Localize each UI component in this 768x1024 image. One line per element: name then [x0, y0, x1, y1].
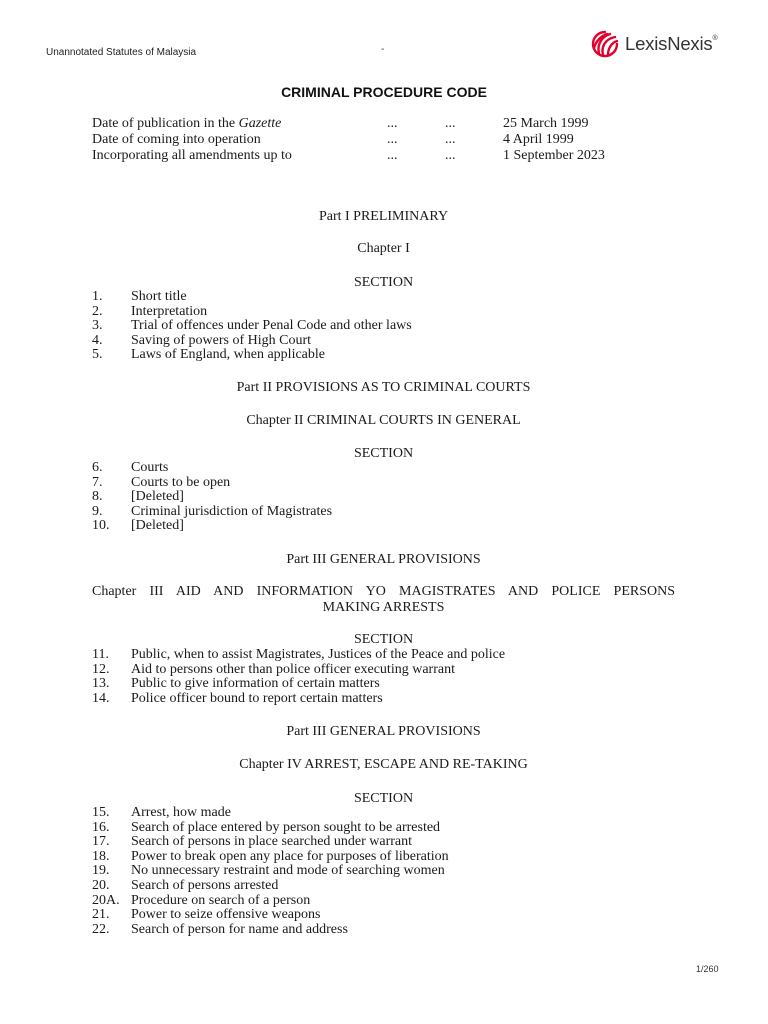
- meta-dots: ...: [387, 132, 398, 147]
- list-item: 13. Public to give information of certain matters: [92, 676, 380, 692]
- meta-dots: ...: [445, 132, 456, 147]
- meta-dots: ...: [445, 116, 456, 131]
- list-item: 20A. Procedure on search of a person: [92, 892, 311, 908]
- meta-label-italic: Gazette: [238, 116, 282, 131]
- lexisnexis-sphere-icon: [590, 29, 620, 59]
- meta-dots: ...: [387, 116, 398, 131]
- meta-label: Incorporating all amendments up to: [92, 148, 292, 163]
- part-heading: Part II PROVISIONS AS TO CRIMINAL COURTS: [236, 380, 531, 395]
- section-list: [92, 806, 449, 937]
- list-item: 20. Search of persons arrested: [92, 877, 279, 893]
- list-item: 6. Courts: [92, 460, 169, 475]
- brand-name: LexisNexis: [625, 33, 713, 54]
- list-item: 21. Power to seize offensive weapons: [92, 907, 321, 923]
- meta-dots: ...: [445, 148, 456, 163]
- meta-value: 4 April 1999: [503, 132, 574, 147]
- part-heading: Part III GENERAL PROVISIONS: [286, 724, 481, 739]
- list-item: 16. Search of place entered by person sought to be arrested: [92, 819, 441, 835]
- meta-dots: ...: [387, 148, 398, 163]
- list-item: 14. Police officer bound to report certain matters: [92, 690, 383, 706]
- list-item: 12. Aid to persons other than police officer executing warrant: [92, 661, 455, 677]
- list-item: 11. Public, when to assist Magistrates, Justices of the Peace and police: [92, 647, 506, 662]
- meta-row-publication: [92, 116, 652, 132]
- section-heading: SECTION: [353, 791, 414, 806]
- chapter-heading: Chapter IV ARREST, ESCAPE AND RE-TAKING: [239, 757, 528, 772]
- header-dash: -: [381, 44, 385, 55]
- section-list: [92, 648, 505, 706]
- list-item: 4. Saving of powers of High Court: [92, 332, 312, 348]
- list-item: 9. Criminal jurisdiction of Magistrates: [92, 503, 333, 519]
- list-item: 2. Interpretation: [92, 303, 208, 319]
- meta-row-operation: [92, 132, 652, 148]
- meta-row-amendments: [92, 148, 652, 164]
- list-item: 5. Laws of England, when applicable: [92, 347, 325, 363]
- chapter-heading: Chapter II CRIMINAL COURTS IN GENERAL: [246, 413, 521, 428]
- meta-label: Date of coming into operation: [92, 132, 261, 147]
- list-item: 19. No unnecessary restraint and mode of searching women: [92, 863, 445, 879]
- meta-label: Date of publication in the: [92, 116, 239, 131]
- list-item: 15. Arrest, how made: [92, 805, 231, 820]
- list-item: 18. Power to break open any place for purposes of liberation: [92, 848, 449, 864]
- chapter-heading: [92, 584, 675, 616]
- list-item: 1. Short title: [92, 289, 187, 304]
- registered-mark: ®: [712, 35, 718, 42]
- chapter-heading-line: Chapter III AID AND INFORMATION YO MAGISTRATES AND POLICE PERSONS: [92, 584, 675, 599]
- part-heading: Part III GENERAL PROVISIONS: [286, 552, 481, 567]
- section-heading: SECTION: [353, 446, 414, 461]
- page-number: 1/260: [696, 964, 719, 974]
- section-list: [92, 461, 332, 534]
- statute-collection-label: Unannotated Statutes of Malaysia: [46, 47, 197, 58]
- meta-value: 1 September 2023: [503, 148, 605, 163]
- document-title: CRIMINAL PROCEDURE CODE: [281, 84, 487, 100]
- meta-value: 25 March 1999: [503, 116, 589, 131]
- list-item: 17. Search of persons in place searched under warrant: [92, 834, 413, 850]
- list-item: 22. Search of person for name and address: [92, 921, 348, 937]
- chapter-heading: Chapter I: [357, 241, 410, 256]
- chapter-heading-line: MAKING ARRESTS: [322, 600, 445, 615]
- part-heading: Part I PRELIMINARY: [318, 209, 449, 224]
- list-item: 8. [Deleted]: [92, 489, 184, 505]
- list-item: 3. Trial of offences under Penal Code and other laws: [92, 318, 412, 334]
- publication-metadata: [92, 116, 652, 164]
- section-heading: SECTION: [353, 632, 414, 647]
- lexisnexis-logo: [590, 28, 730, 60]
- list-item: 7. Courts to be open: [92, 474, 231, 490]
- section-list: [92, 290, 412, 363]
- list-item: 10. [Deleted]: [92, 518, 184, 534]
- section-heading: SECTION: [353, 275, 414, 290]
